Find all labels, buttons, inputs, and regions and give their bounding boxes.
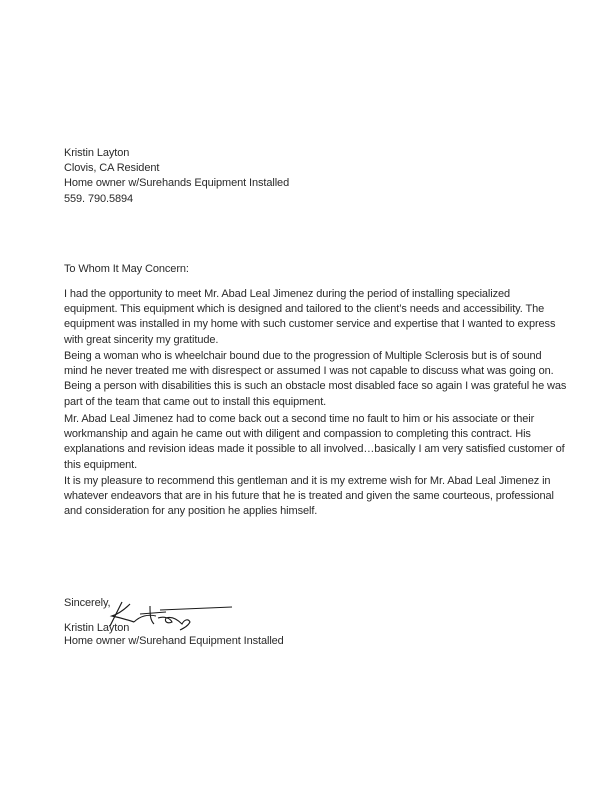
sender-block: [64, 146, 289, 207]
sender-location: Clovis, CA Resident: [64, 162, 160, 175]
paragraph-2: [64, 349, 566, 410]
signature-title: Home owner w/Surehand Equipment Installed: [64, 635, 284, 647]
salutation: To Whom It May Concern:: [64, 263, 189, 275]
paragraph-line: and consideration for any position he applies himself.: [64, 505, 318, 518]
paragraph-line: I had the opportunity to meet Mr. Abad Leal Jimenez during the period of installing specialized: [64, 288, 511, 300]
paragraph-line: Being a woman who is wheelchair bound due to the progression of Multiple Sclerosis but is of sound: [64, 350, 542, 362]
sender-phone: 559. 790.5894: [64, 192, 134, 205]
paragraph-line: It is my pleasure to recommend this gentleman and it is my extreme wish for Mr. Abad Leal Jimenez in: [64, 475, 551, 487]
paragraph-line: explanations and revision ideas made it possible to all involved…basically I am very satisfied customer of: [64, 443, 565, 456]
paragraph-line: mind he never treated me with disrespect or assumed I was not capable to discuss what was going on.: [64, 365, 554, 378]
paragraph-3: [64, 412, 565, 473]
paragraph-line: equipment. This equipment which is designed and tailored to the client’s needs and accessibility. The: [64, 303, 545, 316]
paragraph-1: [64, 287, 555, 348]
signature-name: Kristin Layton: [64, 622, 130, 634]
paragraph-line: with great sincerity my gratitude.: [64, 333, 219, 346]
paragraph-line: equipment was installed in my home with such customer service and expertise that I wanted to express: [64, 318, 556, 331]
paragraph-line: Being a person with disabilities this is such an obstacle most disabled face so again I was grateful he was: [64, 380, 567, 393]
paragraph-line: workmanship and again he came out with diligent and compassion to completing this contract. His: [64, 428, 531, 441]
sender-name: Kristin Layton: [64, 147, 130, 159]
paragraph-4: [64, 474, 554, 520]
paragraph-line: part of the team that came out to install this equipment.: [64, 395, 327, 408]
paragraph-line: whatever endeavors that are in his future that he is treated and given the same courteous, professional: [64, 490, 554, 503]
sender-description: Home owner w/Surehands Equipment Installed: [64, 177, 290, 190]
closing: Sincerely,: [64, 597, 111, 609]
paragraph-line: Mr. Abad Leal Jimenez had to come back out a second time no fault to him or his associate or their: [64, 413, 535, 425]
paragraph-line: this equipment.: [64, 458, 138, 471]
